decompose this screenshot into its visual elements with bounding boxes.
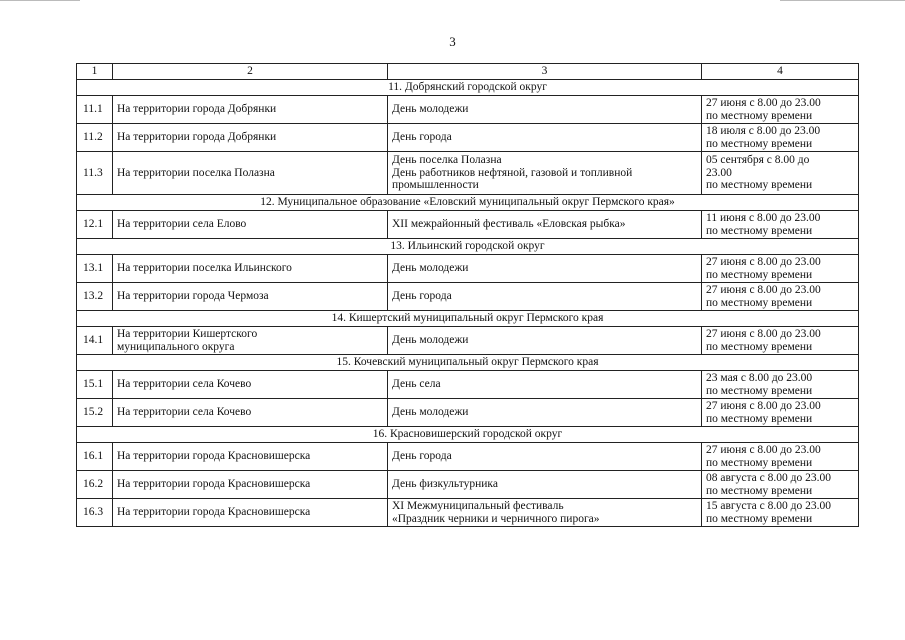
time-line: по местному времени	[706, 179, 813, 192]
event-cell	[388, 499, 702, 527]
time-line: по местному времени	[706, 137, 813, 150]
event-cell	[388, 471, 702, 499]
event-line: День города	[392, 290, 452, 303]
table-row	[77, 96, 859, 124]
section-title: 15. Кочевский муниципальный округ Пермского края	[77, 355, 859, 371]
row-number: 15.1	[77, 371, 113, 399]
event-line: День молодежи	[392, 334, 469, 347]
territory-cell	[113, 499, 388, 527]
section-title: 14. Кишертский муниципальный округ Пермского края	[77, 311, 859, 327]
section-title: 11. Добрянский городской округ	[77, 80, 859, 96]
section-title: 13. Ильинский городской округ	[77, 239, 859, 255]
event-cell	[388, 124, 702, 152]
territory-line: На территории села Кочево	[117, 378, 252, 391]
time-cell	[702, 96, 859, 124]
section-header-row	[77, 427, 859, 443]
row-number: 14.1	[77, 327, 113, 355]
table-row	[77, 471, 859, 499]
time-line: 15 августа с 8.00 до 23.00	[706, 500, 831, 512]
section-header-row	[77, 355, 859, 371]
section-title: 16. Красновишерский городской округ	[77, 427, 859, 443]
row-number: 16.1	[77, 443, 113, 471]
event-cell	[388, 443, 702, 471]
event-cell	[388, 371, 702, 399]
time-cell	[702, 124, 859, 152]
territory-line: На территории города Чермоза	[117, 290, 269, 303]
territory-cell	[113, 443, 388, 471]
header-row	[77, 64, 859, 80]
territory-cell	[113, 471, 388, 499]
time-line: по местному времени	[706, 268, 813, 281]
territory-cell	[113, 399, 388, 427]
territory-line: На территории Кишертского	[117, 328, 258, 340]
table-row	[77, 124, 859, 152]
section-header-row	[77, 311, 859, 327]
territory-line: На территории села Елово	[117, 218, 247, 231]
time-line: 11 июня с 8.00 до 23.00	[706, 212, 821, 224]
territory-line: На территории города Добрянки	[117, 131, 277, 144]
event-cell	[388, 152, 702, 195]
event-cell	[388, 96, 702, 124]
time-line: по местному времени	[706, 456, 813, 469]
row-number: 13.1	[77, 255, 113, 283]
event-line: День молодежи	[392, 103, 469, 116]
header-cell-4: 4	[702, 64, 859, 80]
territory-cell	[113, 152, 388, 195]
event-line: XII межрайонный фестиваль «Еловская рыбка»	[392, 218, 626, 231]
section-header-row	[77, 239, 859, 255]
territory-line: муниципального округа	[117, 340, 235, 353]
event-cell	[388, 211, 702, 239]
territory-cell	[113, 96, 388, 124]
section-header-row	[77, 80, 859, 96]
territory-cell	[113, 211, 388, 239]
territory-cell	[113, 255, 388, 283]
event-cell	[388, 283, 702, 311]
time-line: 27 июня с 8.00 до 23.00	[706, 444, 821, 456]
section-header-row	[77, 195, 859, 211]
territory-line: На территории поселка Полазна	[117, 166, 275, 179]
time-line: по местному времени	[706, 109, 813, 122]
table-row	[77, 211, 859, 239]
row-number: 11.1	[77, 96, 113, 124]
time-cell	[702, 211, 859, 239]
time-line: по местному времени	[706, 296, 813, 309]
time-line: по местному времени	[706, 484, 813, 497]
time-cell	[702, 327, 859, 355]
row-number: 12.1	[77, 211, 113, 239]
section-title: 12. Муниципальное образование «Еловский муниципальный округ Пермского края»	[77, 195, 859, 211]
event-line: «Праздник черники и черничного пирога»	[392, 512, 600, 525]
row-number: 16.3	[77, 499, 113, 527]
event-line: День молодежи	[392, 262, 469, 275]
territory-line: На территории села Кочево	[117, 406, 252, 419]
time-cell	[702, 152, 859, 195]
time-line: 27 июня с 8.00 до 23.00	[706, 328, 821, 340]
events-table	[76, 63, 859, 527]
time-cell	[702, 499, 859, 527]
time-cell	[702, 443, 859, 471]
time-cell	[702, 283, 859, 311]
table-row	[77, 152, 859, 195]
row-number: 16.2	[77, 471, 113, 499]
territory-cell	[113, 371, 388, 399]
table-row	[77, 499, 859, 527]
event-line: День города	[392, 450, 452, 463]
event-line: День города	[392, 131, 452, 144]
time-line: 23 мая с 8.00 до 23.00	[706, 372, 813, 384]
territory-cell	[113, 327, 388, 355]
event-line: День физкультурника	[392, 478, 498, 491]
territory-line: На территории города Красновишерска	[117, 478, 311, 491]
row-number: 11.3	[77, 152, 113, 195]
table-row	[77, 283, 859, 311]
time-line: по местному времени	[706, 512, 813, 525]
time-line: 18 июля с 8.00 до 23.00	[706, 125, 821, 137]
time-line: 27 июня с 8.00 до 23.00	[706, 97, 821, 109]
event-line: День села	[392, 378, 441, 391]
row-number: 11.2	[77, 124, 113, 152]
header-cell-1: 1	[77, 64, 113, 80]
events-table-body	[77, 64, 859, 527]
territory-cell	[113, 283, 388, 311]
territory-line: На территории города Красновишерска	[117, 506, 311, 519]
territory-line: На территории города Красновишерска	[117, 450, 311, 463]
time-line: 27 июня с 8.00 до 23.00	[706, 256, 821, 268]
time-line: 27 июня с 8.00 до 23.00	[706, 284, 821, 296]
scan-edge-left	[0, 0, 80, 1]
event-line: День работников нефтяной, газовой и топливной	[392, 166, 633, 179]
time-cell	[702, 371, 859, 399]
table-row	[77, 443, 859, 471]
table-row	[77, 399, 859, 427]
event-line: День молодежи	[392, 406, 469, 419]
scan-edge-right	[780, 0, 905, 1]
header-cell-3: 3	[388, 64, 702, 80]
time-line: 08 августа с 8.00 до 23.00	[706, 472, 831, 484]
time-cell	[702, 471, 859, 499]
table-row	[77, 255, 859, 283]
territory-line: На территории поселка Ильинского	[117, 262, 292, 275]
time-cell	[702, 255, 859, 283]
event-cell	[388, 255, 702, 283]
time-line: по местному времени	[706, 340, 813, 353]
event-cell	[388, 327, 702, 355]
time-line: по местному времени	[706, 384, 813, 397]
event-line: промышленности	[392, 179, 479, 192]
time-cell	[702, 399, 859, 427]
row-number: 13.2	[77, 283, 113, 311]
event-line: День поселка Полазна	[392, 154, 502, 167]
time-line: 05 сентября с 8.00 до	[706, 154, 810, 167]
time-line: по местному времени	[706, 412, 813, 425]
time-line: по местному времени	[706, 224, 813, 237]
time-line: 27 июня с 8.00 до 23.00	[706, 400, 821, 412]
row-number: 15.2	[77, 399, 113, 427]
page-number: 3	[449, 34, 456, 49]
table-row	[77, 371, 859, 399]
table-row	[77, 327, 859, 355]
event-line: XI Межмуниципальный фестиваль	[392, 500, 564, 512]
time-line: 23.00	[706, 166, 732, 179]
event-cell	[388, 399, 702, 427]
territory-cell	[113, 124, 388, 152]
header-cell-2: 2	[113, 64, 388, 80]
territory-line: На территории города Добрянки	[117, 103, 277, 116]
